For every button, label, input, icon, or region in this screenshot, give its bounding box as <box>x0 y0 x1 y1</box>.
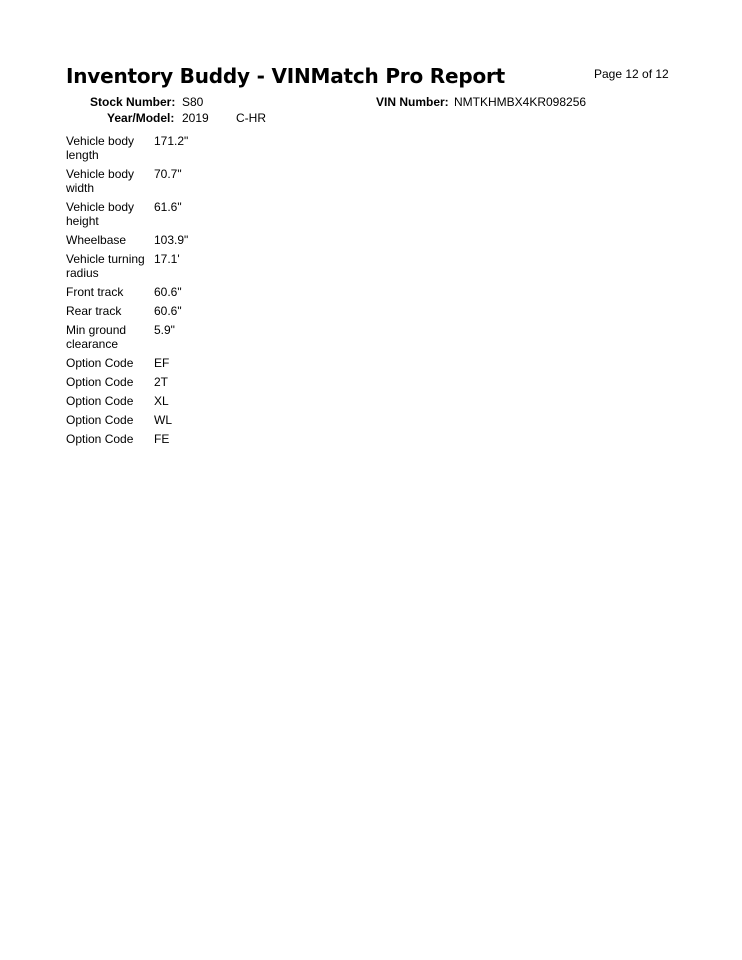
spec-value: 2T <box>154 375 169 389</box>
spec-label: Option Code <box>66 432 134 446</box>
stock-number-label: Stock Number: <box>90 95 176 109</box>
spec-label: Rear track <box>66 304 122 318</box>
spec-label: Vehicle body length <box>66 134 135 162</box>
spec-row <box>66 284 188 303</box>
spec-value: 171.2" <box>154 134 189 148</box>
model-value: C-HR <box>236 111 266 125</box>
spec-label: Min ground clearance <box>66 323 127 351</box>
spec-label: Vehicle body width <box>66 167 135 195</box>
spec-row <box>66 303 188 322</box>
spec-label: Option Code <box>66 375 134 389</box>
spec-label: Option Code <box>66 413 134 427</box>
spec-row <box>66 251 188 284</box>
year-model-label: Year/Model: <box>107 111 175 125</box>
spec-value: 103.9" <box>154 233 189 247</box>
specs-table <box>66 133 188 450</box>
spec-label: Option Code <box>66 356 134 370</box>
spec-value: FE <box>154 432 170 446</box>
stock-number-value: S80 <box>182 95 204 109</box>
spec-label: Vehicle turning radius <box>66 252 145 280</box>
spec-value: 60.6" <box>154 285 182 299</box>
report-title: Inventory Buddy - VINMatch Pro Report <box>66 64 506 88</box>
spec-value: 70.7" <box>154 167 182 181</box>
spec-row <box>66 431 188 450</box>
year-value: 2019 <box>182 111 209 125</box>
spec-label: Option Code <box>66 394 134 408</box>
spec-label: Wheelbase <box>66 233 127 247</box>
spec-row <box>66 374 188 393</box>
vin-number-value: NMTKHMBX4KR098256 <box>454 95 587 109</box>
spec-value: EF <box>154 356 170 370</box>
spec-label: Front track <box>66 285 124 299</box>
spec-value: WL <box>154 413 172 427</box>
spec-value: 17.1' <box>154 252 180 266</box>
spec-value: XL <box>154 394 169 408</box>
spec-row <box>66 412 188 431</box>
spec-row <box>66 199 188 232</box>
spec-label: Vehicle body height <box>66 200 135 228</box>
spec-row <box>66 322 188 355</box>
vin-number-label: VIN Number: <box>376 95 449 109</box>
spec-row <box>66 232 188 251</box>
spec-row <box>66 133 188 166</box>
spec-row <box>66 393 188 412</box>
spec-value: 60.6" <box>154 304 182 318</box>
page-number: Page 12 of 12 <box>594 67 669 81</box>
spec-value: 5.9" <box>154 323 175 337</box>
spec-row <box>66 355 188 374</box>
spec-value: 61.6" <box>154 200 182 214</box>
spec-row <box>66 166 188 199</box>
